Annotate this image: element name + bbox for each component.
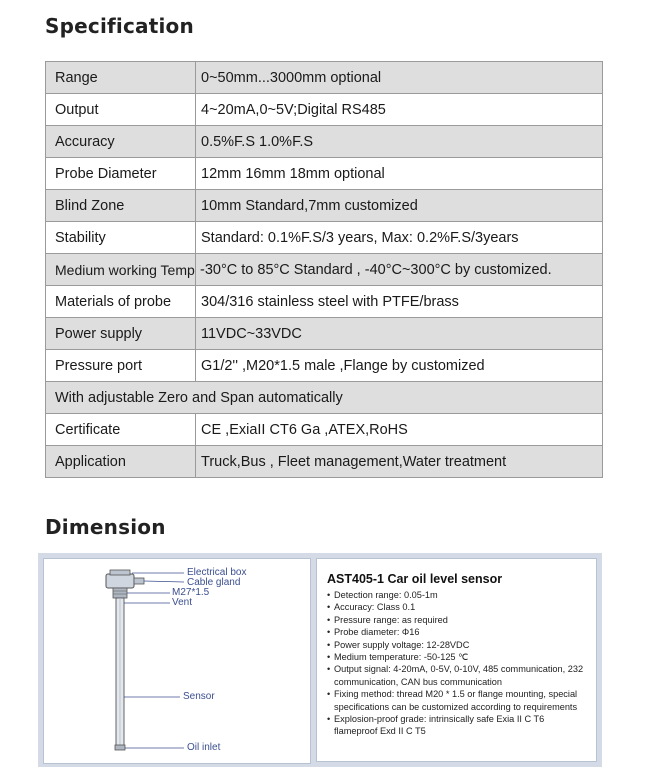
- row-value: 0.5%F.S 1.0%F.S: [196, 126, 603, 158]
- row-value: 304/316 stainless steel with PTFE/brass: [196, 286, 603, 318]
- table-row: [46, 414, 603, 446]
- label-cable-gland: Cable gland: [187, 577, 241, 588]
- table-row: [46, 94, 603, 126]
- row-label: Medium working Temp: [46, 254, 196, 286]
- row-label: Output: [46, 94, 196, 126]
- row-label: Pressure port: [46, 350, 196, 382]
- row-value: 4~20mA,0~5V;Digital RS485: [196, 94, 603, 126]
- label-electrical-box: Electrical box: [187, 567, 247, 578]
- row-label: Range: [46, 62, 196, 94]
- row-label: Blind Zone: [46, 190, 196, 222]
- list-item: • Detection range: 0.05-1m: [327, 589, 588, 601]
- model-info-box: [316, 558, 597, 762]
- row-value: Truck,Bus , Fleet management,Water treatment: [196, 446, 603, 478]
- list-item: • Probe diameter: Φ16: [327, 626, 588, 638]
- list-item: • Medium temperature: -50-125 ℃: [327, 651, 588, 663]
- row-value: -30°C to 85°C Standard , -40°C~300°C by customized.: [196, 254, 603, 286]
- dimension-panel: [38, 553, 602, 767]
- row-label: Certificate: [46, 414, 196, 446]
- list-item: • Pressure range: as required: [327, 614, 588, 626]
- row-value: 10mm Standard,7mm customized: [196, 190, 603, 222]
- row-label: Accuracy: [46, 126, 196, 158]
- list-item: • Fixing method: thread M20 * 1.5 or flange mounting, special specifications can be customized according to requirements: [327, 688, 588, 713]
- list-item: • Accuracy: Class 0.1: [327, 601, 588, 613]
- row-label: Power supply: [46, 318, 196, 350]
- row-value: 11VDC~33VDC: [196, 318, 603, 350]
- table-row: [46, 350, 603, 382]
- list-item: • Explosion-proof grade: intrinsically safe Exia II C T6 flameproof Exd II C T5: [327, 713, 588, 738]
- dimension-title: Dimension: [45, 515, 166, 539]
- table-row: [46, 254, 603, 286]
- row-label: Probe Diameter: [46, 158, 196, 190]
- row-label: Stability: [46, 222, 196, 254]
- table-row: [46, 222, 603, 254]
- table-row: [46, 158, 603, 190]
- span-row-text: With adjustable Zero and Span automatically: [46, 382, 603, 414]
- table-row-span: [46, 382, 603, 414]
- label-oil-inlet: Oil inlet: [187, 742, 221, 753]
- table-row: [46, 446, 603, 478]
- row-value: G1/2'' ,M20*1.5 male ,Flange by customized: [196, 350, 603, 382]
- specification-title: Specification: [45, 14, 194, 38]
- sensor-drawing: [43, 558, 311, 764]
- model-title: AST405-1 Car oil level sensor: [327, 572, 503, 586]
- model-spec-list: [327, 589, 588, 738]
- table-row: [46, 318, 603, 350]
- row-value: 12mm 16mm 18mm optional: [196, 158, 603, 190]
- table-row: [46, 62, 603, 94]
- row-value: 0~50mm...3000mm optional: [196, 62, 603, 94]
- table-row: [46, 126, 603, 158]
- label-sensor: Sensor: [183, 691, 215, 702]
- label-vent: Vent: [172, 597, 193, 608]
- label-thread: M27*1.5: [172, 587, 210, 598]
- table-row: [46, 190, 603, 222]
- row-label: Application: [46, 446, 196, 478]
- specification-table: [45, 61, 603, 478]
- list-item: • Output signal: 4-20mA, 0-5V, 0-10V, 485 communication, 232 communication, CAN bus communication: [327, 663, 588, 688]
- table-row: [46, 286, 603, 318]
- row-label: Materials of probe: [46, 286, 196, 318]
- row-value: CE ,ExiaII CT6 Ga ,ATEX,RoHS: [196, 414, 603, 446]
- list-item: • Power supply voltage: 12-28VDC: [327, 639, 588, 651]
- row-value: Standard: 0.1%F.S/3 years, Max: 0.2%F.S/3years: [196, 222, 603, 254]
